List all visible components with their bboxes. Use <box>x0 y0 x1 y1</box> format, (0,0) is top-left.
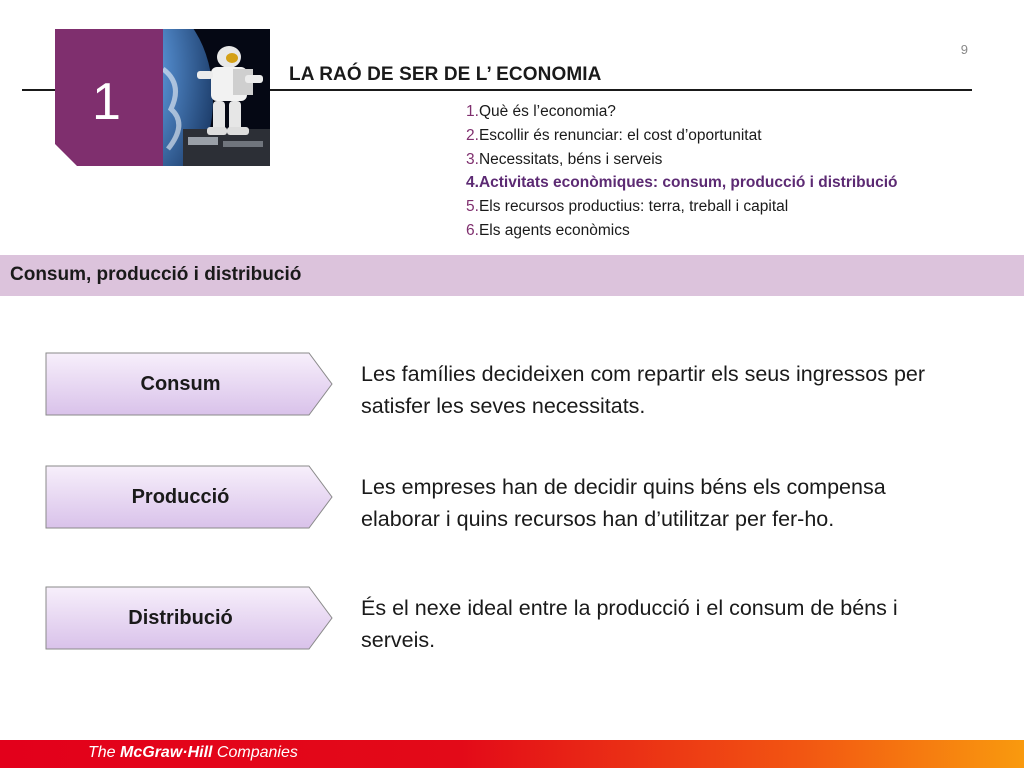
header-rule-left <box>22 89 58 91</box>
toc-item: 3.Necessitats, béns i serveis <box>466 150 663 168</box>
section-header-bar <box>0 255 1024 296</box>
distribucio-description: És el nexe ideal entre la producció i el consum de béns i serveis. <box>361 596 898 652</box>
page-number: 9 <box>960 42 968 57</box>
footer-bar <box>0 740 1024 768</box>
produccio-description: Les empreses han de decidir quins béns els compensa elaborar i quins recursos han d’utilitzar per fer-ho. <box>361 475 886 531</box>
publisher-logo: The McGraw·Hill Companies <box>88 744 298 761</box>
chapter-number: 1 <box>92 73 121 131</box>
chapter-title: LA RAÓ DE SER DE L’ ECONOMIA <box>289 64 602 85</box>
toc-item: 1.Què és l’economia? <box>466 103 616 120</box>
header-rule-right <box>270 89 972 91</box>
consum-label <box>43 351 335 417</box>
produccio-label <box>43 464 335 530</box>
distribucio-label <box>43 585 335 651</box>
toc-item: 6.Els agents econòmics <box>466 221 630 239</box>
produccio-label-text: Producció <box>131 485 230 508</box>
consum-label-text: Consum <box>140 372 221 395</box>
astronaut-photo <box>163 29 270 166</box>
toc-item: 2.Escollir és renunciar: el cost d’oportunitat <box>466 126 762 144</box>
distribucio-label-text: Distribució <box>128 606 233 629</box>
toc-item-active: 4.Activitats econòmiques: consum, producció i distribució <box>466 174 898 192</box>
consum-description: Les famílies decideixen com repartir els seus ingressos per satisfer les seves necessitats. <box>361 362 926 418</box>
toc-item: 5.Els recursos productius: terra, treball i capital <box>466 198 789 216</box>
section-title: Consum, producció i distribució <box>10 264 302 285</box>
table-of-contents <box>466 100 898 243</box>
